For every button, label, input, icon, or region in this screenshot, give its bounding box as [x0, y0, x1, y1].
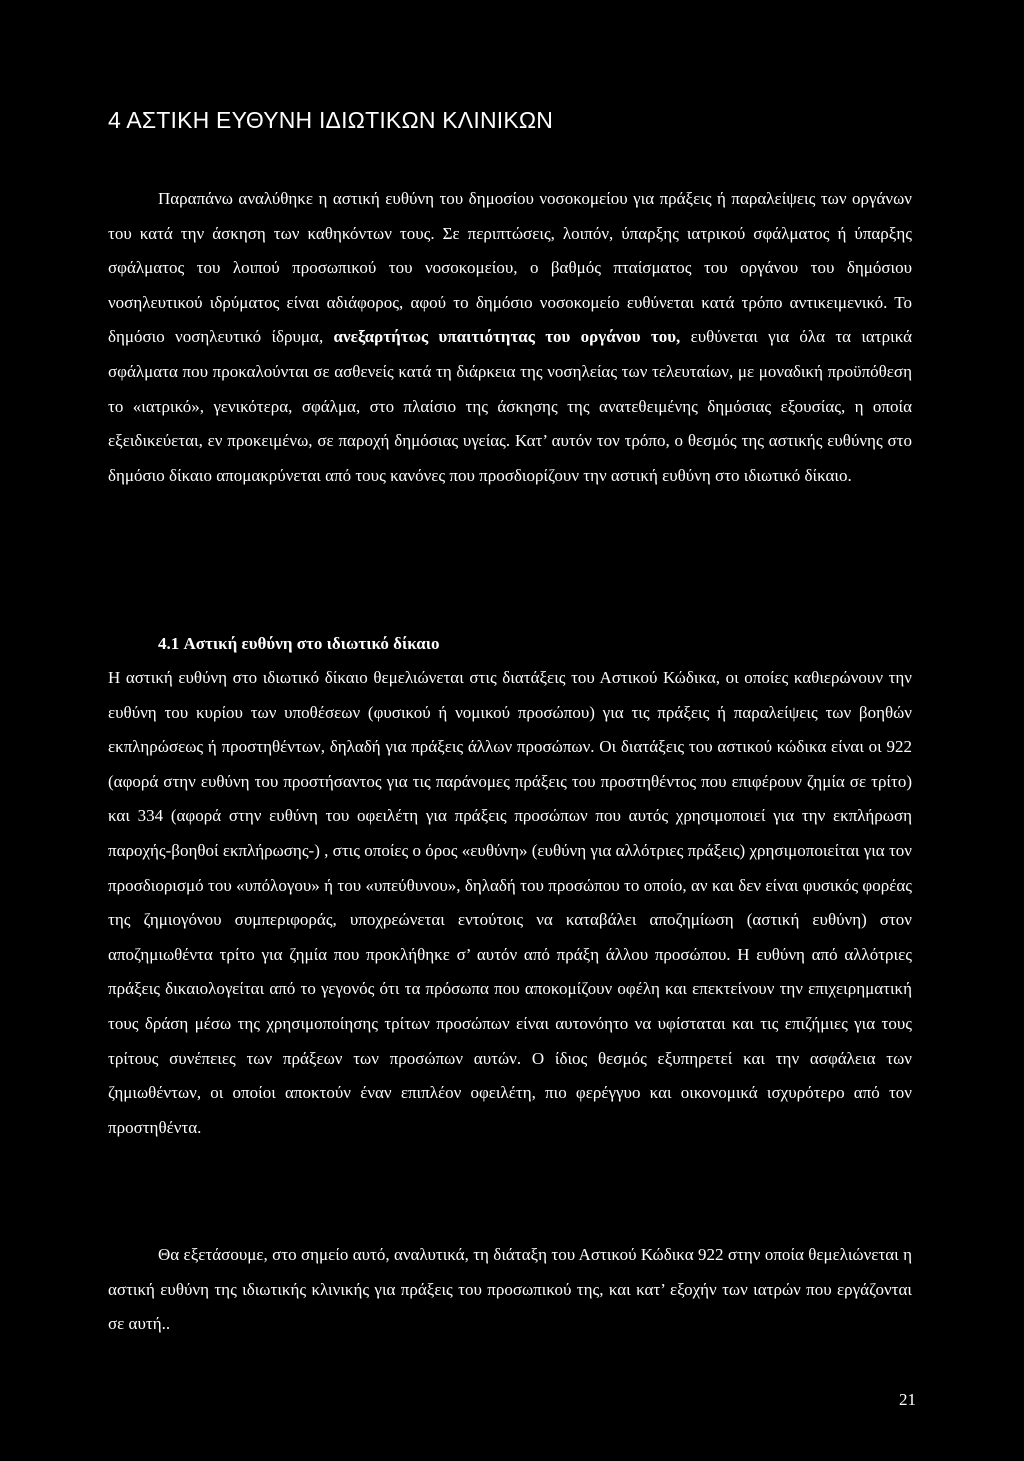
- intro-bold-phrase: ανεξαρτήτως υπαιτιότητας του οργάνου του,: [333, 327, 681, 347]
- subsection-heading: [108, 627, 912, 661]
- subsection-title: Αστική ευθύνη στο ιδιωτικό δίκαιο: [183, 634, 440, 653]
- intro-text-part2: ευθύνεται για όλα τα ιατρικά σφάλματα που προκαλούνται σε ασθενείς κατά τη διάρκεια της νοσηλείας των τελευταίων, με μοναδική προϋπόθεση το «ιατρικό», γενικότερα, σφάλμα, στο πλαίσιο της άσκησης της ανατεθειμένης δημόσιας εξουσίας, η οποία εξειδικεύεται, εν προκειμένω, σε παροχή δημόσιας υγείας. Κατ’ αυτόν τον τρόπο, ο θεσμός της αστικής ευθύνης στο δημόσιο δίκαιο απομακρύνεται από τους κανόνες που προσδιορίζουν την αστική ευθύνη στο ιδιωτικό δίκαιο.: [108, 327, 913, 485]
- intro-text-part1: Παραπάνω αναλύθηκε η αστική ευθύνη του δημοσίου νοσοκομείου για πράξεις ή παραλείψεις των οργάνων του κατά την άσκηση των καθηκόντων τους. Σε περιπτώσεις, λοιπόν, ύπαρξης ιατρικού σφάλματος ή ύπαρξης σφάλματος του λοιπού προσωπικού του νοσοκομείου, ο βαθμός πταίσματος του οργάνου του δημόσιου νοσηλευτικού ιδρύματος είναι αδιάφορος, αφού το δημόσιο νοσοκομείο ευθύνεται κατά τρόπο αντικειμενικό. Το δημόσιο νοσηλευτικό ίδρυμα,: [108, 189, 912, 347]
- section-heading: 4 ΑΣΤΙΚΗ ΕΥΘΥΝΗ ΙΔΙΩΤΙΚΩΝ ΚΛΙΝΙΚΩΝ: [108, 107, 554, 133]
- page-number: 21: [899, 1390, 916, 1409]
- body-paragraph: Η αστική ευθύνη στο ιδιωτικό δίκαιο θεμελιώνεται στις διατάξεις του Αστικού Κώδικα, οι οποίες καθιερώνουν την ευθύνη του κυρίου των υποθέσεων (φυσικού ή νομικού προσώπου) για τις πράξεις ή παραλείψεις των βοηθών εκπληρώσεως ή προστηθέντων, δηλαδή για πράξεις άλλων προσώπων. Οι διατάξεις του αστικού κώδικα είναι οι 922 (αφορά στην ευθύνη του προστήσαντος για τις παράνομες πράξεις του προστηθέντος που επιφέρουν ζημία σε τρίτο) και 334 (αφορά στην ευθύνη του οφειλέτη για πράξεις προσώπων που αυτός χρησιμοποιεί για την εκπλήρωση παροχής-βοηθοί εκπλήρωσης-) , στις οποίες ο όρος «ευθύνη» (ευθύνη για αλλότριες πράξεις) χρησιμοποιείται για τον προσδιορισμό του «υπόλογου» ή του «υπεύθυνου», δηλαδή του προσώπου το οποίο, αν και δεν είναι φυσικός φορέας της ζημιογόνου συμπεριφοράς, υποχρεώνεται εντούτοις να καταβάλει αποζημίωση (αστική ευθύνη) στον αποζημιωθέντα τρίτο για ζημία που προκλήθηκε σ’ αυτόν από πράξη άλλου προσώπου. Η ευθύνη από αλλότριες πράξεις δικαιολογείται από το γεγονός ότι τα πρόσωπα που αποκομίζουν οφέλη και επεκτείνουν την επιχειρηματική τους δράση μέσω της χρησιμοποίησης τρίτων προσώπων είναι αυτονόητο να υφίσταται και τις επιζήμιες για τους τρίτους συνέπειες των πράξεων των προσώπων αυτών. Ο ίδιος θεσμός εξυπηρετεί και την ασφάλεια των ζημιωθέντων, οι οποίοι αποκτούν έναν επιπλέον οφειλέτη, πιο φερέγγυο και οικονομικά ισχυρότερο από τον προστηθέντα.: [108, 668, 912, 1137]
- subsection-number: 4.1: [158, 634, 180, 653]
- closing-paragraph: Θα εξετάσουμε, στο σημείο αυτό, αναλυτικά, τη διάταξη του Αστικού Κώδικα 922 στην οποία θεμελιώνεται η αστική ευθύνη της ιδιωτικής κλινικής για πράξεις του προσωπικού της, και κατ’ εξοχήν των ιατρών που εργάζονται σε αυτή..: [108, 1245, 912, 1334]
- intro-paragraph: [108, 182, 912, 493]
